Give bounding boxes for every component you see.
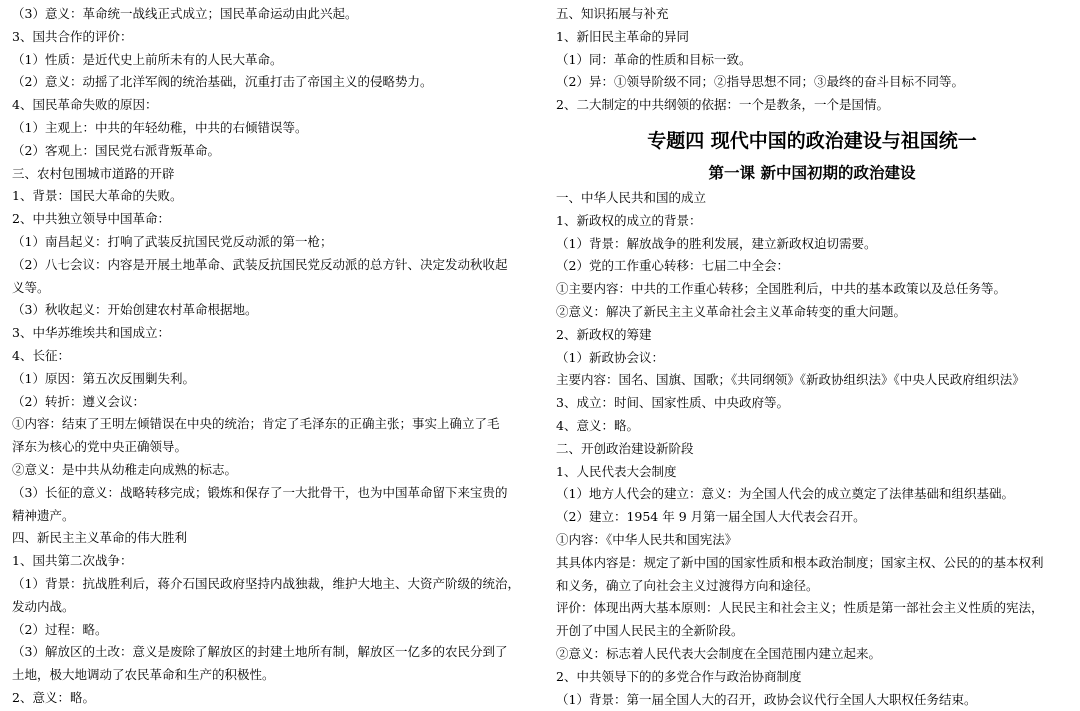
text-line: ①内容：结束了王明左倾错误在中央的统治；肯定了毛泽东的正确主张；事实上确立了毛	[12, 416, 500, 432]
text-line: （3）解放区的土改：意义是废除了解放区的封建土地所有制，解放区一亿多的农民分到了	[12, 644, 508, 660]
text-line: （1）同：革命的性质和目标一致。	[556, 51, 752, 67]
text-line: （3）秋收起义：开始创建农村革命根据地。	[12, 302, 258, 318]
text-line: 主要内容：国名、国旗、国歌；《共同纲领》《新政协组织法》《中央人民政府组织法》	[556, 372, 1025, 388]
text-line: （1）性质：是近代史上前所未有的人民大革命。	[12, 51, 283, 67]
text-line: 开创了中国人民民主的全新阶段。	[556, 623, 744, 639]
text-line: 4、长征：	[12, 347, 70, 363]
text-line: 一、中华人民共和国的成立	[556, 189, 707, 205]
text-line: （2）转折：遵义会议：	[12, 393, 145, 409]
text-line: ①主要内容：中共的工作重心转移；全国胜利后，中共的基本政策以及总任务等。	[556, 281, 1007, 297]
text-line: 其具体内容是：规定了新中国的国家性质和根本政治制度；国家主权、公民的的基本权利	[556, 554, 1044, 570]
lesson-content	[556, 187, 1068, 711]
text-line: 和义务，确立了向社会主义过渡得方向和途径。	[556, 577, 819, 593]
text-line: （1）新政协会议：	[556, 349, 664, 365]
text-line: 义等。	[12, 279, 50, 295]
text-line: （2）意义：动摇了北洋军阀的统治基础，沉重打击了帝国主义的侵略势力。	[12, 74, 433, 90]
knowledge-extension-section	[556, 3, 1068, 117]
text-line: 3、国共合作的评价：	[12, 28, 133, 44]
text-line: 四、新民主主义革命的伟大胜利	[12, 530, 188, 546]
text-line: （1）地方人代会的建立：意义：为全国人代会的成立奠定了法律基础和组织基础。	[556, 486, 1014, 502]
lesson-title: 第一课 新中国初期的政治建设	[708, 163, 916, 182]
text-line: （2）党的工作重心转移：七届二中全会：	[556, 258, 789, 274]
text-line: （1）主观上：中共的年轻幼稚，中共的右倾错误等。	[12, 119, 308, 135]
text-line: （1）南昌起义：打响了武装反抗国民党反动派的第一枪；	[12, 233, 333, 249]
text-line: 1、国共第二次战争：	[12, 553, 133, 569]
text-line: （2）八七会议：内容是开展土地革命、武装反抗国民党反动派的总方针、决定发动秋收起	[12, 256, 508, 272]
text-line: ②意义：是中共从幼稚走向成熟的标志。	[12, 461, 238, 477]
text-line: 3、中华苏维埃共和国成立：	[12, 325, 170, 341]
text-line: 1、新政权的成立的背景：	[556, 212, 702, 228]
left-column	[12, 3, 529, 710]
text-line: 二、开创政治建设新阶段	[556, 440, 694, 456]
text-line: 土地，极大地调动了农民革命和生产的积极性。	[12, 667, 275, 683]
text-line: 1、人民代表大会制度	[556, 463, 677, 479]
text-line: ②意义：标志着人民代表大会制度在全国范围内建立起来。	[556, 645, 882, 661]
text-line: 1、背景：国民大革命的失败。	[12, 188, 183, 204]
text-line: 三、农村包围城市道路的开辟	[12, 165, 175, 181]
text-line: 精神遗产。	[12, 507, 75, 523]
text-line: 2、新政权的筹建	[556, 326, 652, 342]
text-line: （2）建立：1954 年 9 月第一届全国人大代表会召开。	[556, 509, 866, 525]
text-line: （3）长征的意义：战略转移完成；锻炼和保存了一大批骨干，也为中国革命留下来宝贵的	[12, 484, 508, 500]
text-line: 评价：体现出两大基本原则：人民民主和社会主义；性质是第一部社会主义性质的宪法，	[556, 600, 1044, 616]
right-column	[556, 3, 1068, 711]
text-line: （1）背景：抗战胜利后，蒋介石国民政府坚持内战独裁，维护大地主、大资产阶级的统治，	[12, 575, 520, 591]
text-line: （2）异：①领导阶级不同；②指导思想不同；③最终的奋斗目标不同等。	[556, 74, 964, 90]
text-line: （2）客观上：国民党右派背叛革命。	[12, 142, 220, 158]
text-line: ①内容：《中华人民共和国宪法》	[556, 531, 738, 547]
text-line: （3）意义：革命统一战线正式成立；国民革命运动由此兴起。	[12, 6, 358, 21]
text-line: 发动内战。	[12, 598, 75, 614]
text-line: 3、成立：时间、国家性质、中央政府等。	[556, 395, 789, 411]
text-line: 2、中共独立领导中国革命：	[12, 211, 170, 227]
text-line: （1）原因：第五次反围剿失利。	[12, 370, 195, 386]
text-line: 1、新旧民主革命的异同	[556, 28, 689, 44]
text-line: 2、意义：略。	[12, 689, 95, 705]
text-line: （1）背景：第一届全国人大的召开，政协会议代行全国人大职权任务结束。	[556, 691, 977, 707]
text-line: 泽东为核心的党中央正确领导。	[12, 439, 188, 455]
text-line: （1）背景：解放战争的胜利发展，建立新政权迫切需要。	[556, 235, 877, 251]
text-line: 2、中共领导下的的多党合作与政治协商制度	[556, 668, 802, 684]
chapter-title: 专题四 现代中国的政治建设与祖国统一	[647, 129, 977, 152]
text-line: 五、知识拓展与补充	[556, 6, 669, 21]
text-line: 2、二大制定的中共纲领的依据：一个是教条，一个是国情。	[556, 97, 889, 113]
text-line: （2）过程：略。	[12, 621, 108, 637]
text-line: ②意义：解决了新民主主义革命社会主义革命转变的重大问题。	[556, 303, 907, 319]
text-line: 4、国民革命失败的原因：	[12, 97, 158, 113]
text-line: 4、意义：略。	[556, 417, 639, 433]
